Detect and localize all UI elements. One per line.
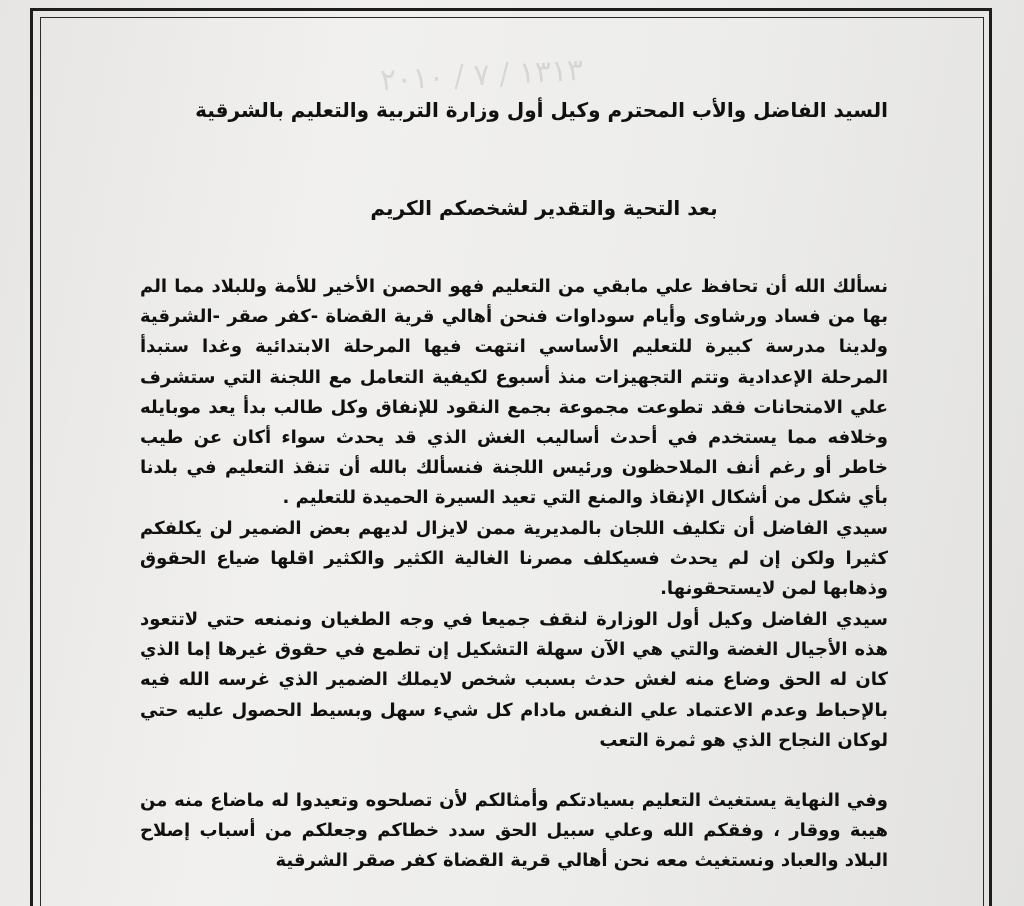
body-paragraph-1: نسألك الله أن تحافظ علي مابقي من التعليم فهو الحصن الأخير للأمة وللبلاد مما الم بها من فساد ورشاوى وأيام سوداوات فنحن أهالي قرية القضاة -كفر صقر -الشرقية ولدينا مدرسة كبيرة للتعليم الأساسي انتهت فيها المرحلة الابتدائية وغدا ستبدأ المرحلة الإعدادية وتتم التجهيزات منذ أسبوع لكيفية التعامل مع اللجنة التي ستشرف علي الامتحانات فقد تطوعت مجموعة بجمع النقود للإنفاق وكل طالب بدأ يعد موبايله وخلافه مما يستخدم في أحدث أساليب الغش الذي قد يحدث سواء أكان عن طيب خاطر أو رغم أنف الملاحظون ورئيس اللجنة فنسألك بالله أن تنقذ التعليم في بلدنا بأي شكل من أشكال الإنقاذ والمنع التي تعيد السيرة الحميدة للتعليم . [140,276,888,509]
body-paragraph-3: سيدي الفاضل وكيل أول الوزارة لنقف جميعا في وجه الطغيان ونمنعه حتي لاتتعود هذه الأجيال الغضة والتي هي الآن سهلة التشكيل إن تطمع في حقوق غيرها إما الذي كان له الحق وضاع منه لغش حدث بسبب شخص لايملك الضمير الذي غرسه الله فيه بالإحباط وعدم الاعتماد علي النفس مادام كل شيء سهل وبسيط الحصول عليه حتي لوكان النجاح الذي هو ثمرة التعب [140,609,888,751]
body-paragraph-2: سيدي الفاضل أن تكليف اللجان بالمديرية ممن لايزال لديهم بعض الضمير لن يكلفكم كثيرا ولكن إن لم يحدث فسيكلف مصرنا الغالية الكثير والكثير اقلها ضياع الحقوق وذهابها لمن لايستحقونها. [140,518,888,600]
faded-stamp: ١٣١٣ / ٧ / ٢٠١٠ [379,52,585,99]
letter-greeting: بعد التحية والتقدير لشخصكم الكريم [370,196,718,220]
body-paragraph-4: وفي النهاية يستغيث التعليم بسيادتكم وأمثالكم لأن تصلحوه وتعيدوا له ماضاع منه من هيبة ووقار ، وفقكم الله وعلي سبيل الحق سدد خطاكم وجعلكم من أسباب إصلاح البلاد والعباد ونستغيث معه نحن أهالي قرية القضاة كفر صقر الشرقية [140,790,888,872]
letter-addressee: السيد الفاضل والأب المحترم وكيل أول وزارة التربية والتعليم بالشرقية [195,98,888,122]
